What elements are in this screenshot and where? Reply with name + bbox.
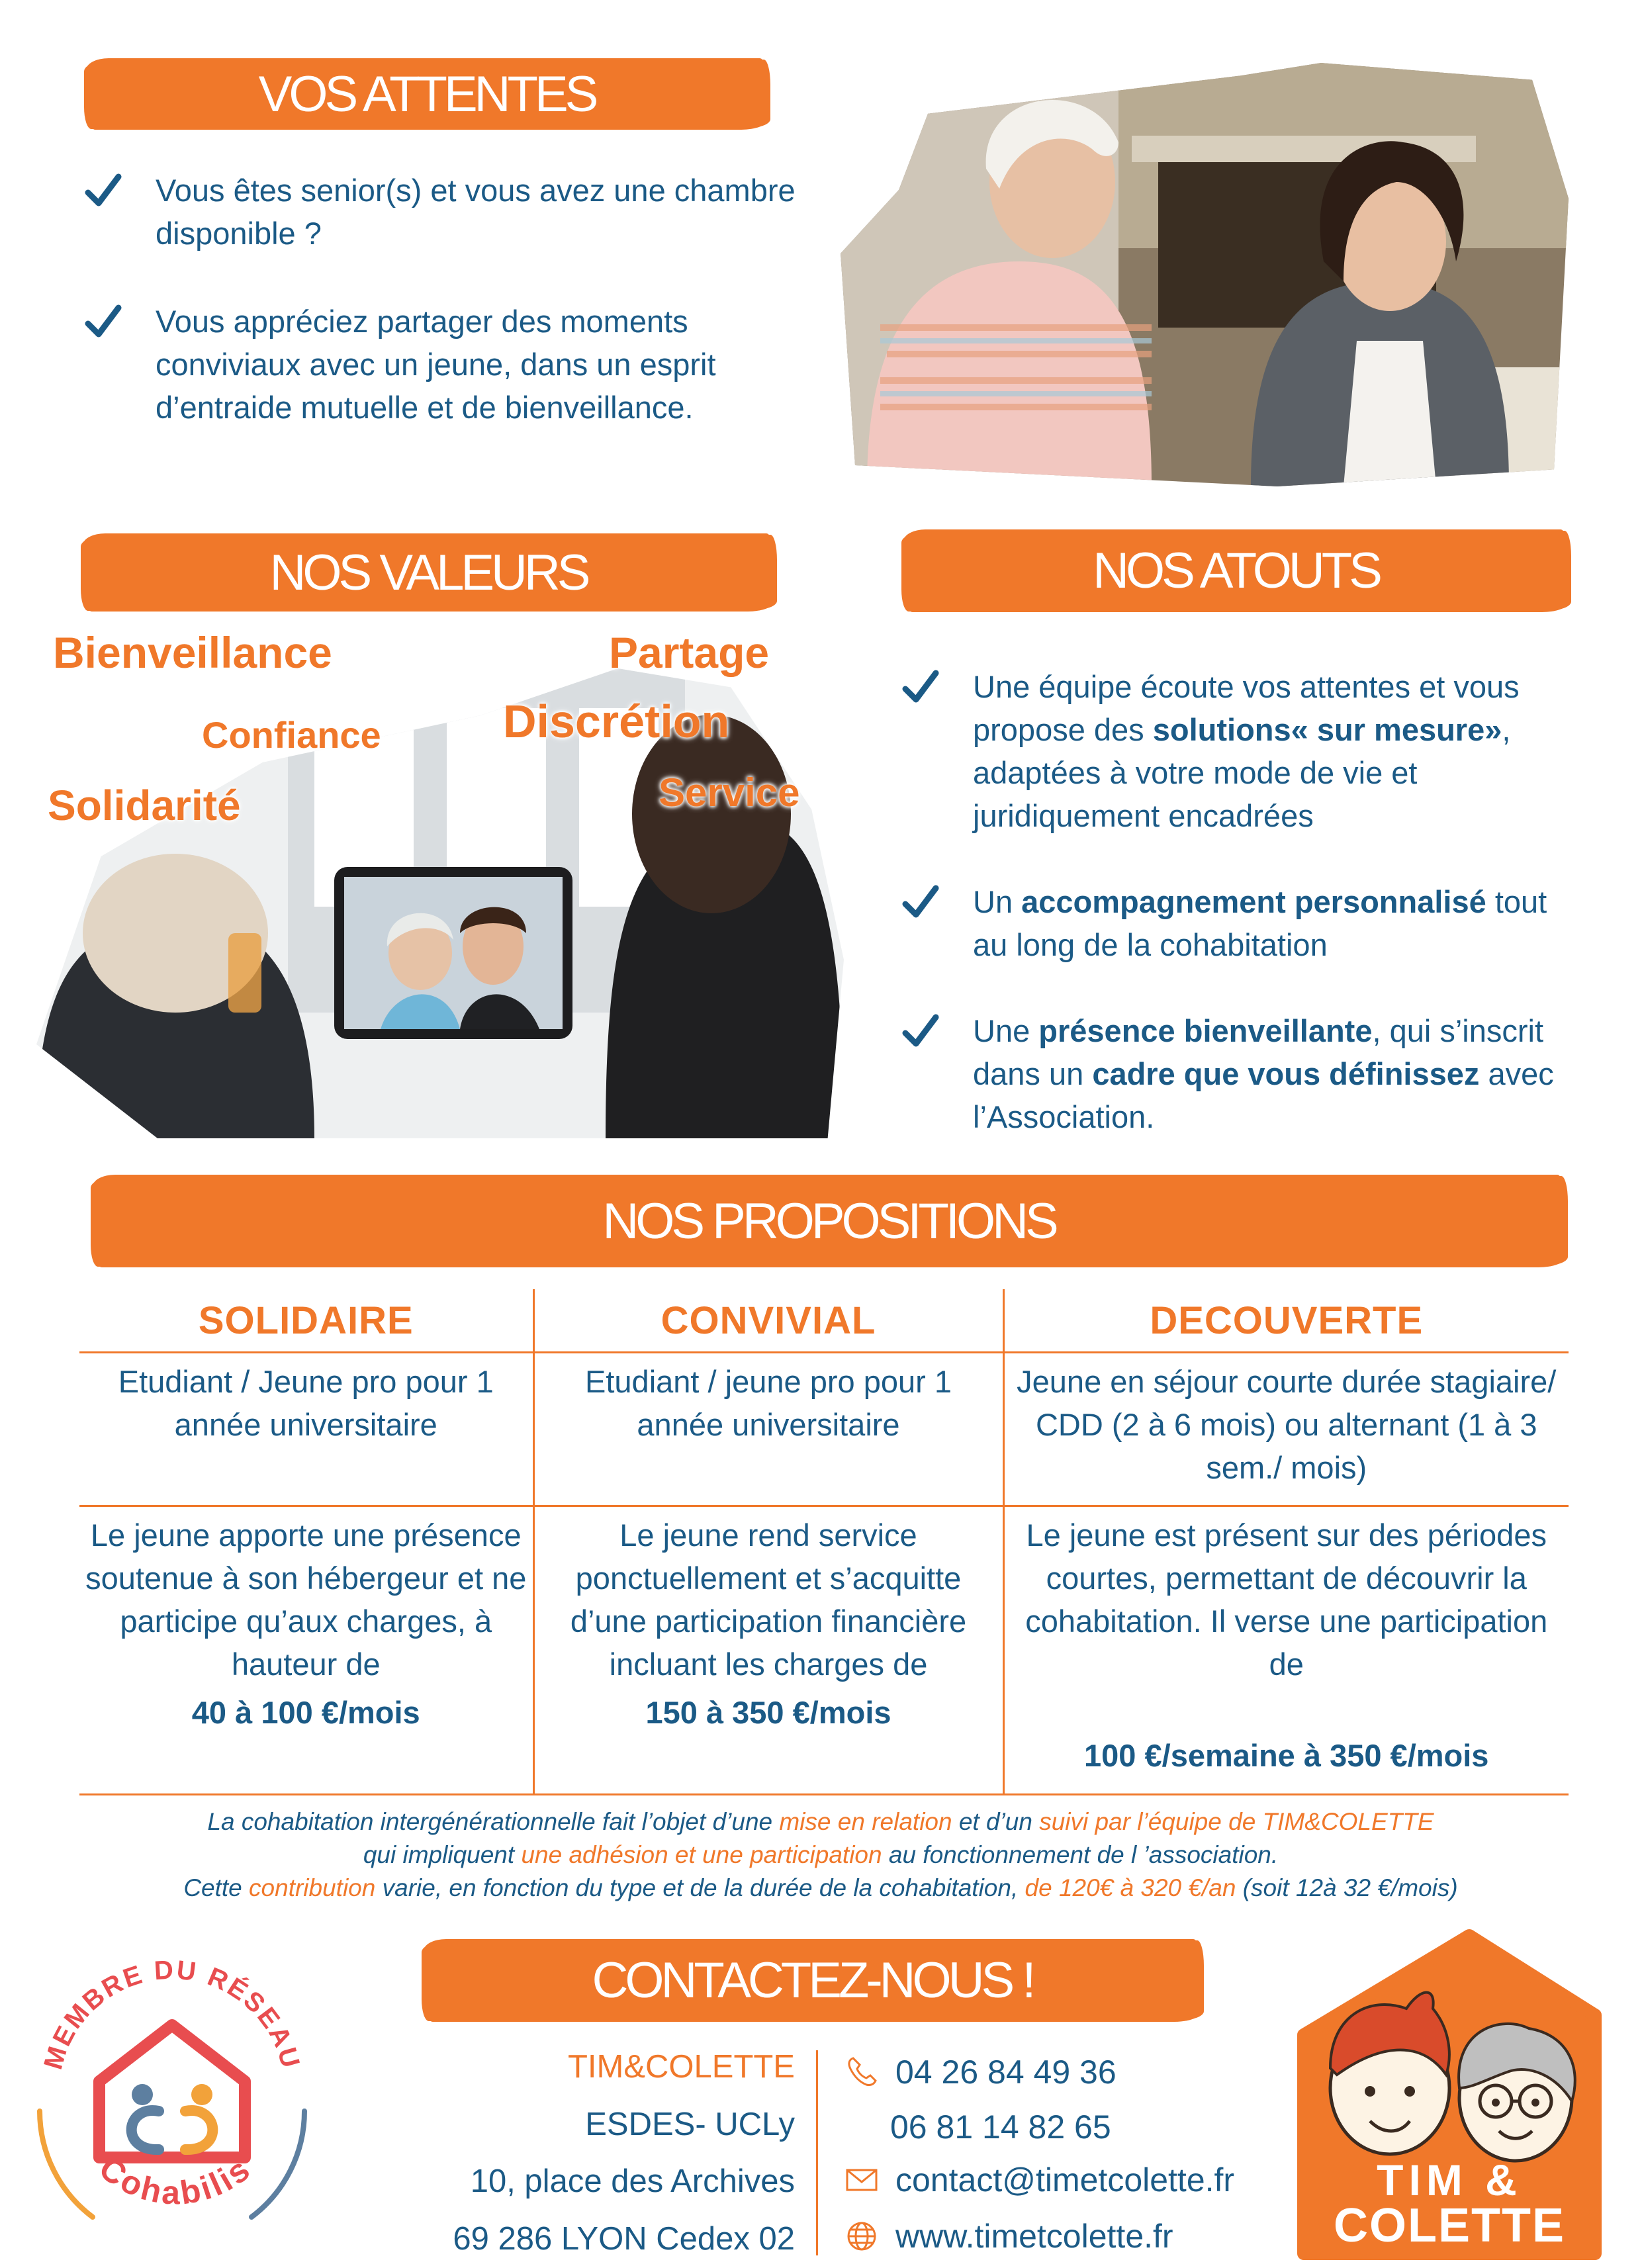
atouts-text: , adaptées à votre mode de vie et juridiquement encadrées	[973, 712, 1511, 833]
brand-line-2: COLETTE	[1334, 2199, 1565, 2252]
address-street: 10, place des Archives	[470, 2163, 795, 2199]
phone-icon	[844, 2054, 880, 2090]
phone-row[interactable]	[890, 2108, 1111, 2146]
atouts-text: Un	[973, 884, 1022, 919]
contactez-nous-banner: CONTACTEZ-NOUS !	[424, 1939, 1201, 2022]
website-link[interactable]: www.timetcolette.fr	[895, 2218, 1173, 2255]
profile-cell: Jeune en séjour courte durée stagiaire/ CDD (2 à 6 mois) ou alternant (1 à 3 sem./ mois)	[1003, 1353, 1569, 1506]
attentes-list	[83, 169, 817, 429]
description-text: Le jeune apporte une présence soutenue à son hébergeur et ne participe qu’aux charges, à hauteur de	[85, 1518, 527, 1682]
cohabilis-network-logo	[20, 1939, 324, 2250]
phone-row[interactable]	[844, 2053, 1117, 2091]
description-cell	[533, 1506, 1003, 1795]
description-text: Le jeune rend service ponctuellement et s’acquitte d’une participation financière incluant les charges de	[570, 1518, 967, 1682]
atouts-text: , qui s’inscrit dans un	[973, 1013, 1544, 1091]
price-label: 40 à 100 €/mois	[191, 1695, 420, 1730]
atouts-item	[900, 1009, 1582, 1138]
atouts-text: Une	[973, 1013, 1039, 1048]
tim-colette-logo	[1291, 1923, 1608, 2260]
value-word: Service	[659, 770, 800, 815]
value-word: Discrétion	[503, 696, 730, 747]
price-label: 150 à 350 €/mois	[645, 1695, 891, 1730]
description-text: Le jeune est présent sur des périodes courtes, permettant de découvrir la cohabitation. Il verse une participation de	[1025, 1518, 1548, 1682]
value-word: Confiance	[202, 714, 381, 756]
address-city: 69 286 LYON Cedex 02	[453, 2221, 795, 2257]
email-row[interactable]	[844, 2161, 1234, 2199]
atouts-text: avec l’Association.	[973, 1056, 1554, 1134]
value-word: Solidarité	[48, 782, 241, 829]
atouts-highlight: solutions« sur mesure»	[1152, 712, 1502, 747]
atouts-highlight: accompagnement personnalisé	[1021, 884, 1486, 919]
profile-cell: Etudiant / jeune pro pour 1 année universitaire	[533, 1353, 1003, 1506]
atouts-item	[900, 880, 1582, 966]
value-word: Bienveillance	[53, 628, 332, 677]
checkmark-icon	[900, 668, 940, 707]
email-link[interactable]: contact@timetcolette.fr	[895, 2161, 1235, 2199]
description-cell	[79, 1506, 533, 1795]
attentes-item	[83, 300, 817, 429]
atouts-text: tout au long de la cohabitation	[973, 884, 1547, 962]
profile-cell: Etudiant / Jeune pro pour 1 année universitaire	[79, 1353, 533, 1506]
checkmark-icon	[83, 302, 122, 342]
nos-propositions-banner: NOS PROPOSITIONS	[93, 1175, 1565, 1267]
checkmark-icon	[900, 1012, 940, 1052]
checkmark-icon	[900, 883, 940, 923]
checkmark-icon	[83, 171, 122, 211]
nos-atouts-banner: NOS ATOUTS	[903, 529, 1569, 612]
address-org: TIM&COLETTE	[567, 2049, 795, 2085]
attentes-item	[83, 169, 817, 255]
value-word: Partage	[609, 628, 770, 677]
table-row	[79, 1353, 1569, 1506]
atouts-item	[900, 665, 1582, 837]
nos-valeurs-banner: NOS VALEURS	[83, 533, 774, 612]
table-header-row	[79, 1289, 1569, 1353]
note-line: qui impliquent une adhésion et une participation au fonctionnement de l ’association.	[363, 1841, 1279, 1868]
description-cell	[1003, 1506, 1569, 1795]
globe-icon	[844, 2218, 880, 2254]
atouts-text: Une équipe écoute vos attentes et vous propose des	[973, 669, 1520, 747]
phone-number[interactable]: 04 26 84 49 36	[895, 2054, 1117, 2091]
contact-divider	[816, 2050, 818, 2255]
column-header: DECOUVERTE	[1003, 1289, 1569, 1353]
atouts-highlight: présence bienveillante	[1038, 1013, 1373, 1048]
photo-senior-and-student	[841, 63, 1569, 486]
note-line: Cette contribution varie, en fonction du type et de la durée de la cohabitation, de 120€ à 320 €/an (soit 12à 32 €/mois)	[183, 1874, 1458, 1901]
photo-illustration	[841, 63, 1569, 486]
mail-icon	[844, 2162, 880, 2198]
price-label: 100 €/semaine à 350 €/mois	[1084, 1738, 1489, 1773]
column-header: SOLIDAIRE	[79, 1289, 533, 1353]
address-school: ESDES- UCLy	[585, 2107, 795, 2142]
attentes-item-text: Vous êtes senior(s) et vous avez une chambre disponible ?	[156, 173, 796, 251]
vos-attentes-banner: VOS ATTENTES	[86, 58, 768, 130]
table-row	[79, 1506, 1569, 1795]
logo-text-bottom: Cohabilis	[92, 2149, 259, 2212]
website-row[interactable]	[844, 2217, 1173, 2255]
brand-line-1: TIM &	[1377, 2155, 1522, 2204]
atouts-highlight: cadre que vous définissez	[1092, 1056, 1480, 1091]
logo-text-top: MEMBRE DU RÉSEAU	[38, 1955, 306, 2073]
atouts-list	[900, 665, 1582, 1138]
column-header: CONVIVIAL	[533, 1289, 1003, 1353]
propositions-table	[79, 1289, 1569, 1795]
cohabitation-notes	[60, 1805, 1582, 1905]
phone-number[interactable]: 06 81 14 82 65	[890, 2109, 1111, 2146]
attentes-item-text: Vous appréciez partager des moments conviviaux avec un jeune, dans un esprit d’entraide mutuelle et de bienveillance.	[156, 304, 716, 425]
note-line: La cohabitation intergénérationnelle fait l’objet d’une mise en relation et d’un suivi par l’équipe de TIM&COLETTE	[207, 1808, 1434, 1835]
